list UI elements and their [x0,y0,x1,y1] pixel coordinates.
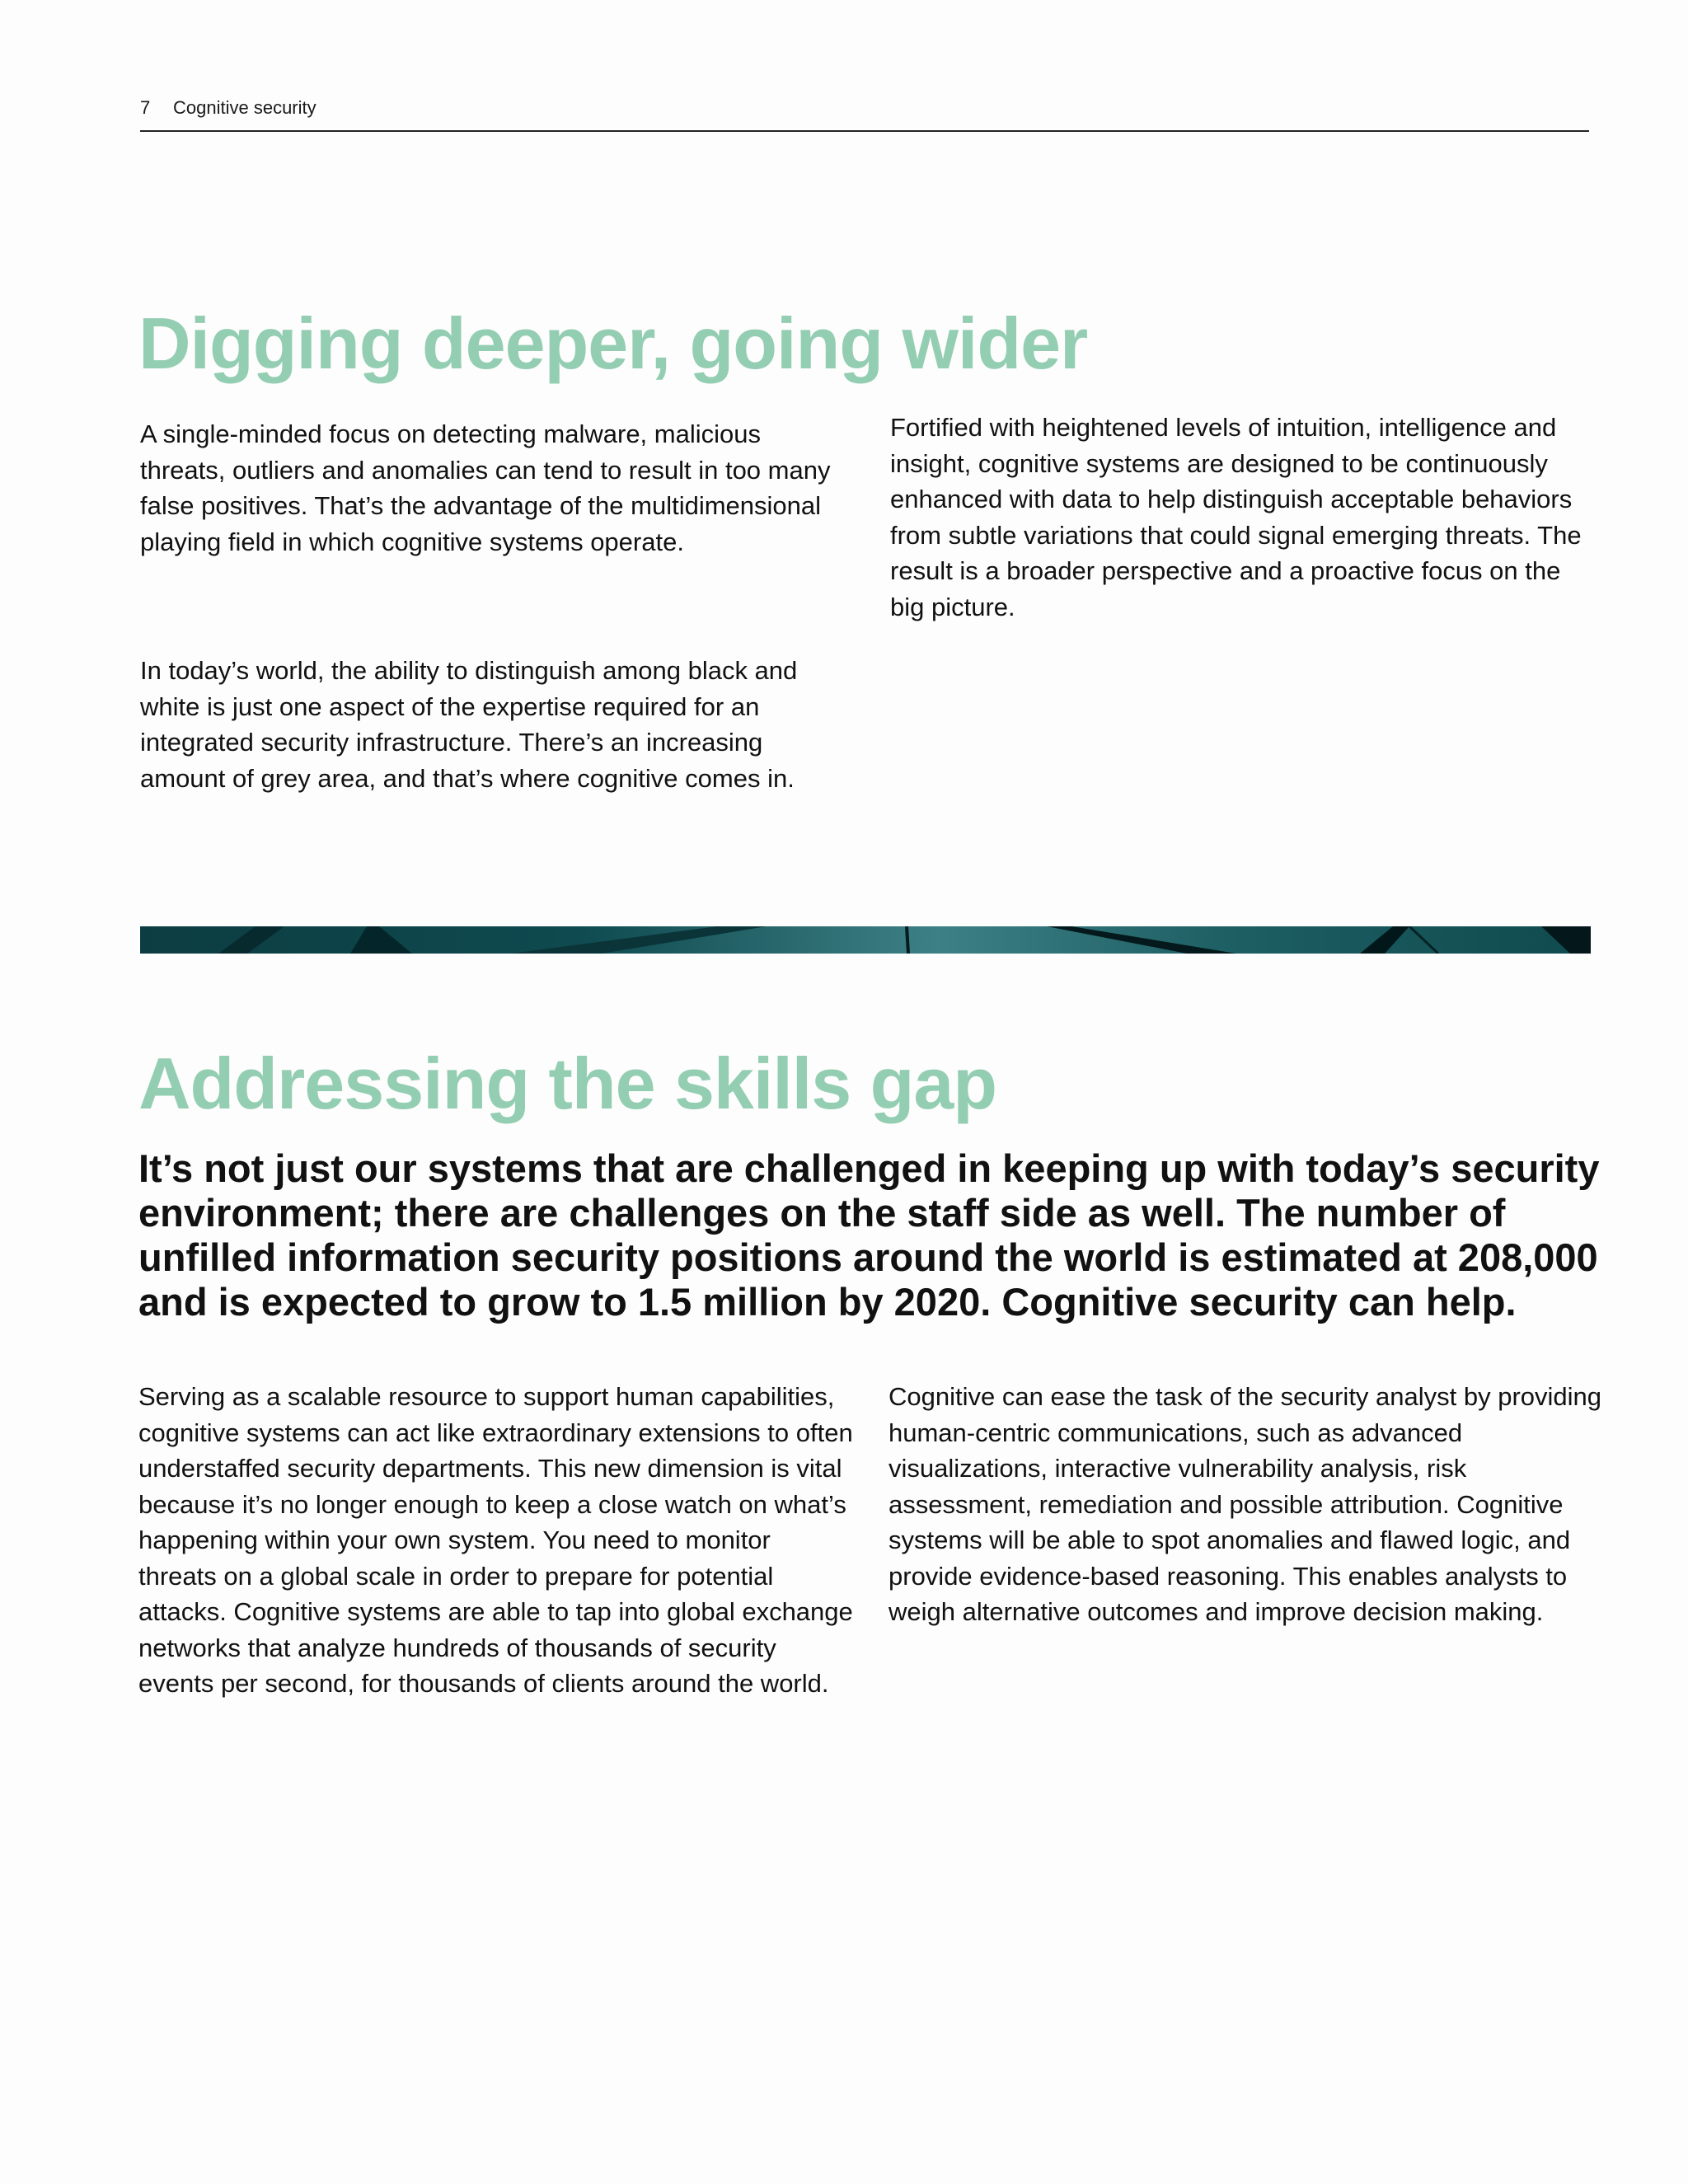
running-header [140,94,1589,132]
page-number: 7 [140,97,151,118]
decorative-image-strip [140,926,1591,954]
section2-paragraph-2: Cognitive can ease the task of the security analyst by providing human-centric communications, such as advanced visualizations, interactive vulnerability analysis, risk assessment, remediation and possible attribution. Cognitive systems will be able to spot anomalies and flawed logic, and provide evidence-based reasoning. This enables analysts to weigh alternative outcomes and improve decision making. [889,1382,1602,1626]
section1-paragraph-3: Fortified with heightened levels of intuition, intelligence and insight, cognitive systems are designed to be continuously enhanced with data to help distinguish acceptable behaviors from subtle variations that could signal emerging threats. The result is a broader perspective and a proactive focus on the big picture. [890,413,1582,621]
section-title-digging-deeper: Digging deeper, going wider [138,302,1088,384]
section1-paragraph-1: A single-minded focus on detecting malware, malicious threats, outliers and anomalies can tend to result in too many false positives. That’s the advantage of the multidimensional playing field in which cognitive systems operate. [140,419,831,556]
section-title-skills-gap: Addressing the skills gap [138,1043,997,1124]
section1-paragraph-2: In today’s world, the ability to distinguish among black and white is just one aspect of the expertise required for an integrated security infrastructure. There’s an increasing amount of grey area, and that’s where cognitive comes in. [140,656,798,793]
section2-lead-paragraph: It’s not just our systems that are challenged in keeping up with today’s security environment; there are challenges on the staff side as well. The number of unfilled information security positions around the world is estimated at 208,000 and is expected to grow to 1.5 million by 2020. Cognitive security can help. [138,1146,1600,1324]
document-title: Cognitive security [173,97,316,118]
section2-paragraph-1: Serving as a scalable resource to support human capabilities, cognitive systems can act like extraordinary extensions to often understaffed security departments. This new dimension is vital because it’s no longer enough to keep a close watch on what’s happening within your own system. You need to monitor threats on a global scale in order to prepare for potential attacks. Cognitive systems are able to tap into global exchange networks that analyze hundreds of thousands of security events per second, for thousands of clients around the world. [138,1382,853,1698]
abstract-architecture-image [140,926,1591,954]
